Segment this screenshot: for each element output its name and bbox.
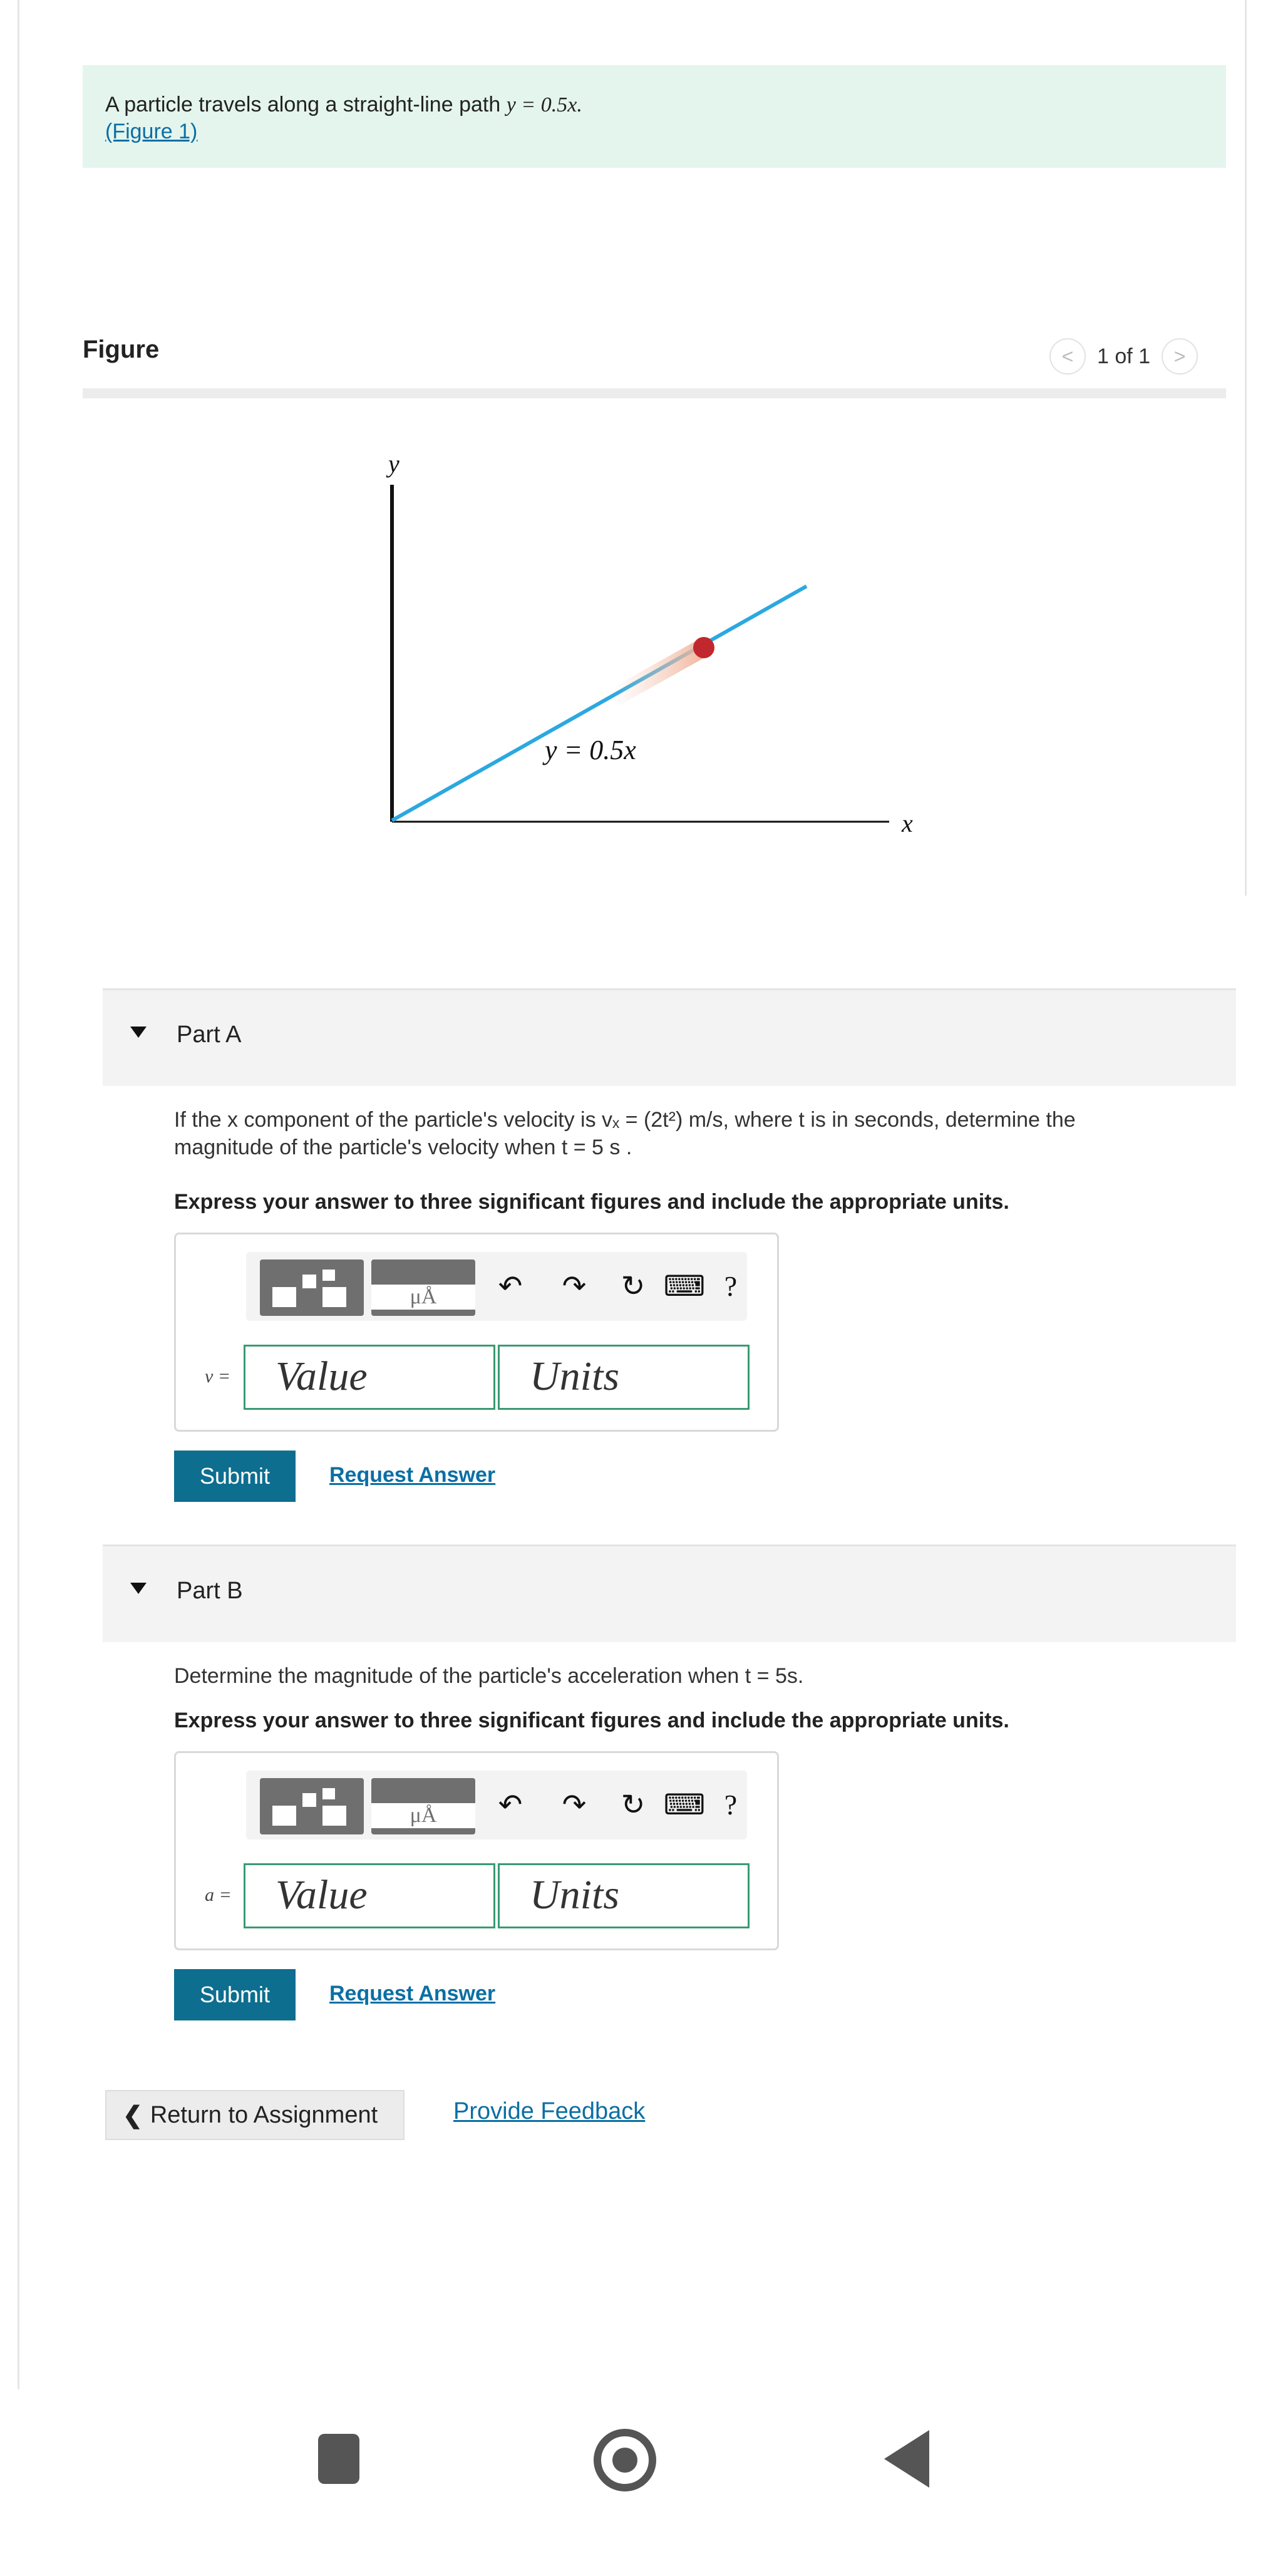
figure-divider: [83, 388, 1226, 398]
acceleration-value-input[interactable]: Value: [244, 1863, 495, 1928]
part-b-question: Determine the magnitude of the particle's acceleration when t = 5s.: [174, 1664, 804, 1688]
next-figure-button[interactable]: >: [1162, 338, 1198, 375]
part-b-submit-button[interactable]: Submit: [174, 1969, 296, 2020]
path-line: [392, 586, 807, 820]
left-border: [18, 0, 19, 2389]
recent-apps-icon[interactable]: [318, 2434, 359, 2484]
part-b-instruction: Express your answer to three significant figures and include the appropriate units.: [174, 1709, 1009, 1732]
figure-link[interactable]: (Figure 1): [105, 120, 198, 143]
velocity-units-input[interactable]: Units: [498, 1345, 750, 1410]
part-b-answer-box: [174, 1751, 779, 1950]
figure-pager: [1049, 338, 1198, 375]
part-a-label: Part A: [177, 1022, 242, 1048]
part-a-question-line1: If the x component of the particle's velocity is vₓ = (2t²) m/s, where t is in seconds, determine the: [174, 1108, 1076, 1132]
intro-equation: y = 0.5x.: [506, 93, 582, 116]
collapse-icon: [130, 1027, 147, 1038]
math-toolbar: [246, 1771, 747, 1839]
velocity-variable: v =: [205, 1366, 231, 1387]
keyboard-icon[interactable]: ⌨: [663, 1270, 706, 1302]
help-icon[interactable]: ?: [724, 1788, 738, 1821]
math-toolbar: [246, 1252, 747, 1321]
part-a-header[interactable]: [103, 988, 1236, 1086]
part-b-label: Part B: [177, 1578, 243, 1604]
acceleration-units-input[interactable]: Units: [498, 1863, 750, 1928]
figure-diagram: [351, 438, 952, 852]
units-glyph: μÅ: [371, 1285, 475, 1310]
units-button[interactable]: [371, 1260, 475, 1316]
pager-text: 1 of 1: [1097, 344, 1151, 368]
velocity-value-input[interactable]: Value: [244, 1345, 495, 1410]
scrollbar-track: [1245, 0, 1247, 896]
return-to-assignment-button[interactable]: [105, 2090, 405, 2140]
problem-statement: [83, 65, 1226, 168]
part-a-question-line2: magnitude of the particle's velocity when t = 5 s .: [174, 1135, 632, 1159]
redo-icon[interactable]: ↷: [562, 1270, 587, 1302]
motion-trail: [614, 650, 699, 698]
part-a-instruction: Express your answer to three significant figures and include the appropriate units.: [174, 1190, 1009, 1214]
provide-feedback-link[interactable]: Provide Feedback: [453, 2098, 646, 2124]
undo-icon[interactable]: ↶: [498, 1270, 523, 1302]
x-axis-label: x: [902, 809, 913, 837]
units-button[interactable]: [371, 1778, 475, 1834]
reset-icon[interactable]: ↻: [621, 1788, 646, 1821]
part-a-submit-button[interactable]: Submit: [174, 1451, 296, 1502]
collapse-icon: [130, 1583, 147, 1594]
acceleration-variable: a =: [205, 1885, 232, 1905]
reset-icon[interactable]: ↻: [621, 1270, 646, 1302]
units-glyph: μÅ: [371, 1803, 475, 1828]
particle: [693, 637, 714, 658]
chevron-left-icon: ❮: [123, 2102, 143, 2129]
part-a-answer-box: [174, 1233, 779, 1432]
templates-button[interactable]: [260, 1778, 364, 1834]
undo-icon[interactable]: ↶: [498, 1788, 523, 1821]
figure-title: Figure: [83, 336, 160, 363]
keyboard-icon[interactable]: ⌨: [663, 1788, 706, 1821]
back-icon[interactable]: [884, 2430, 929, 2488]
return-label: Return to Assignment: [150, 2101, 378, 2128]
part-b-header[interactable]: [103, 1544, 1236, 1642]
y-axis-label: y: [388, 450, 399, 478]
line-label: y = 0.5x: [545, 735, 636, 765]
prev-figure-button[interactable]: <: [1049, 338, 1086, 375]
redo-icon[interactable]: ↷: [562, 1788, 587, 1821]
intro-text: A particle travels along a straight-line path: [105, 93, 507, 116]
help-icon[interactable]: ?: [724, 1270, 738, 1302]
part-b-request-answer-link[interactable]: Request Answer: [329, 1982, 496, 2005]
part-a-request-answer-link[interactable]: Request Answer: [329, 1463, 496, 1487]
home-icon[interactable]: [594, 2429, 656, 2491]
templates-button[interactable]: [260, 1260, 364, 1316]
